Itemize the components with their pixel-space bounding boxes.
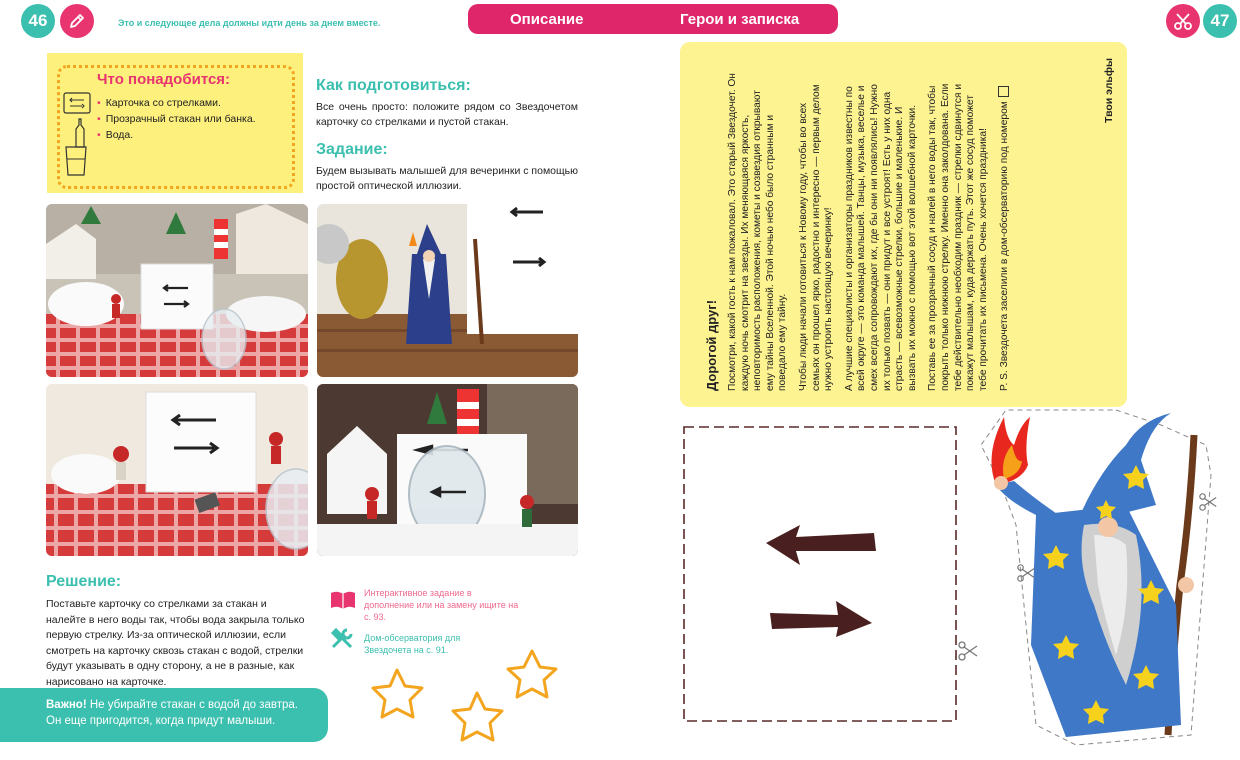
scissors-icon bbox=[1166, 4, 1200, 38]
scissors-cut-icon bbox=[1016, 563, 1036, 583]
card-bottle-glass-icon bbox=[61, 91, 95, 181]
needs-title: Что понадобится: bbox=[97, 71, 231, 88]
letter-card bbox=[680, 42, 1127, 407]
tab-heroes-note[interactable]: Герои и записка bbox=[680, 11, 800, 28]
letter-paragraph: Посмотри, какой гость к нам пожаловал. Это старый Звездочет. Он каждую ночь смотрит на звезды. Их меняющаяся яркость, неповторимость расположения, кометы и созвездия открывают ему тайны Вселенной. Этой ночью небо было странным и поведало ему тайну. bbox=[727, 73, 789, 391]
hammer-wrench-icon bbox=[330, 628, 354, 650]
important-banner bbox=[0, 688, 328, 742]
letter-heading: Дорогой друг! bbox=[704, 299, 719, 391]
letter-postscript: P. S. Звездочета заселили в дом-обсерваторию под номером bbox=[998, 72, 1012, 391]
important-label: Важно! bbox=[46, 699, 87, 711]
letter-paragraph: Чтобы люди начали готовиться к Новому году, чтобы во всех семьях он прошел ярко, радостно и интересно — первым делом нужно устроить настоящую вечеринку! bbox=[797, 84, 835, 391]
important-line-1: Не убирайте стакан с водой до завтра. bbox=[86, 699, 298, 711]
book-icon bbox=[330, 590, 356, 610]
needs-item: • Вода. bbox=[97, 127, 256, 143]
letter-signature: Твои эльфы bbox=[1103, 58, 1115, 123]
letter-paragraph: А лучшие специалисты и организаторы праздников известны по всей округе — это команда малышей. Танцы, музыка, веселье и смех всегда сопровождают их, где бы они ни появлялись! Нужно их только позвать — они придут и все устроят! Есть у них одна страсть — всевозможные стрелки, большие и маленькие. И вызвать их можно с помощью вот этой волшебной карточки. bbox=[843, 84, 918, 391]
page-tagline: Это и следующее дела должны идти день за днем вместе. bbox=[118, 18, 381, 28]
task-text: Будем вызывать малышей для вечеринки с помощью простой оптической иллюзии. bbox=[316, 165, 578, 192]
scissors-cut-icon bbox=[1198, 492, 1218, 512]
needs-item: • Прозрачный стакан или банка. bbox=[97, 111, 256, 127]
arrow-cutout-card bbox=[682, 425, 958, 723]
task-title: Задание: bbox=[316, 141, 388, 158]
wizard-cutout-illustration bbox=[976, 405, 1226, 750]
photo-glass-arrows-reversed bbox=[46, 384, 308, 556]
prepare-title: Как подготовиться: bbox=[316, 77, 471, 94]
tab-description[interactable]: Описание bbox=[510, 11, 584, 28]
solution-title: Решение: bbox=[46, 573, 122, 590]
star-decoration-icon bbox=[362, 645, 562, 760]
photo-wizard-figure bbox=[317, 204, 578, 377]
note-observatory: Дом-обсерватория для Звездочета на с. 91. bbox=[364, 633, 461, 655]
important-line-2: Он еще пригодится, когда придут малыши. bbox=[46, 715, 276, 727]
house-number-checkbox[interactable] bbox=[998, 86, 1009, 97]
needs-list bbox=[97, 95, 256, 143]
prepare-text: Все очень просто: положите рядом со Звездочетом карточку со стрелками и пустой стакан. bbox=[316, 101, 578, 128]
photo-scene-card-glass bbox=[46, 204, 308, 377]
section-tab-bar bbox=[468, 4, 838, 34]
photo-glass-water-arrows bbox=[317, 384, 578, 556]
page-number-left: 46 bbox=[21, 4, 55, 38]
letter-paragraph: Поставь ее за прозрачный сосуд и налей в него воды так, чтобы покрыть только нижнюю стрелку. Именно она заколдована. Если тебе действительно необходим праздник — стрелки сдвинутся и покажут малышам, куда держать путь. Этот же сосуд поможет тебе прочитать их письмена. Очень хочется праздника! bbox=[927, 83, 989, 391]
needs-item: • Карточка со стрелками. bbox=[97, 95, 256, 111]
letter-rotated-content bbox=[680, 42, 1127, 407]
solution-text: Поставьте карточку со стрелками за стакан и налейте в него воды так, чтобы вода закрыла только первую стрелку. Из-за оптической иллюзии, если смотреть на карточку сквозь стакан с водой, стрелки будут указывать в одну сторону, а не в разные, как нарисовано на карточке. bbox=[46, 598, 305, 688]
needs-box bbox=[47, 53, 303, 193]
note-interactive: Интерактивное задание в дополнение или на замену ищите на с. 93. bbox=[364, 588, 519, 622]
pencil-icon bbox=[60, 4, 94, 38]
page-number-right: 47 bbox=[1203, 4, 1237, 38]
